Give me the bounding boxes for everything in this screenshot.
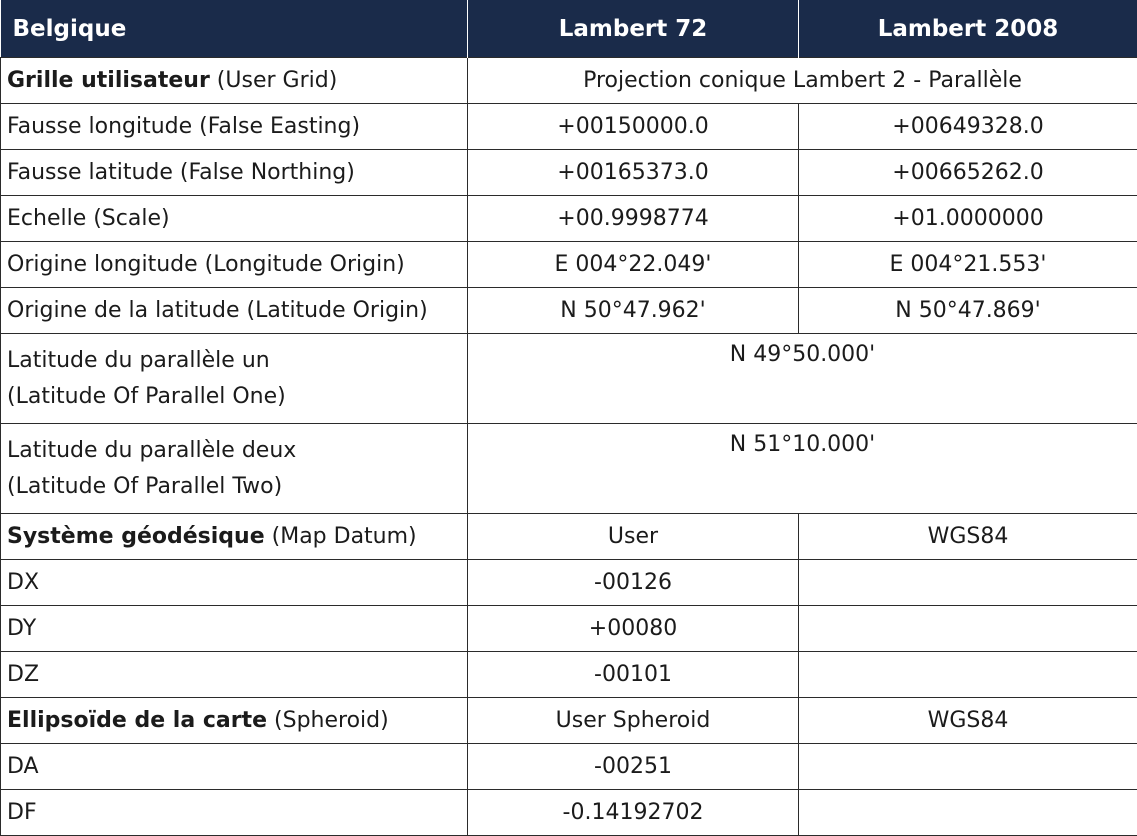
table-row-longitude-origin (1, 242, 1137, 288)
row-label: Origine de la latitude (Latitude Origin) (1, 288, 468, 334)
lambert-72-value: +00080 (468, 606, 799, 652)
header-lambert-72: Lambert 72 (468, 0, 799, 58)
row-label-suffix: (User Grid) (210, 68, 337, 93)
projection-value: Projection conique Lambert 2 - Parallèle (468, 58, 1137, 104)
row-label: DA (1, 744, 468, 790)
row-label-bold: Système géodésique (7, 524, 265, 549)
table-row-latitude-origin (1, 288, 1137, 334)
table-row-dz (1, 652, 1137, 698)
lambert-72-value: -00251 (468, 744, 799, 790)
lambert-2008-value (799, 744, 1137, 790)
table-row-false-northing (1, 150, 1137, 196)
row-label-bold: Ellipsoïde de la carte (7, 708, 267, 733)
table-row-dx (1, 560, 1137, 606)
header-country: Belgique (1, 0, 468, 58)
table-row-dy (1, 606, 1137, 652)
parallel-one-value: N 49°50.000' (468, 334, 1137, 424)
lambert-2008-value: WGS84 (799, 698, 1137, 744)
parallel-two-value: N 51°10.000' (468, 424, 1137, 514)
lambert-2008-value: N 50°47.869' (799, 288, 1137, 334)
row-label: DX (1, 560, 468, 606)
lambert-2008-value (799, 560, 1137, 606)
row-label: Echelle (Scale) (1, 196, 468, 242)
row-label-bold: Grille utilisateur (7, 68, 210, 93)
row-label: Origine longitude (Longitude Origin) (1, 242, 468, 288)
table-header (1, 0, 1137, 58)
lambert-72-value: +00150000.0 (468, 104, 799, 150)
row-label (1, 698, 468, 744)
lambert-2008-value (799, 790, 1137, 836)
row-label-suffix: (Map Datum) (265, 524, 417, 549)
lambert-72-value: -00126 (468, 560, 799, 606)
row-label-line2: (Latitude Of Parallel One) (7, 384, 286, 409)
lambert-2008-value: +01.0000000 (799, 196, 1137, 242)
table-row-df (1, 790, 1137, 836)
lambert-72-value: N 50°47.962' (468, 288, 799, 334)
row-label (1, 334, 468, 424)
header-row (1, 0, 1137, 58)
lambert-2008-value: E 004°21.553' (799, 242, 1137, 288)
lambert-2008-value: WGS84 (799, 514, 1137, 560)
lambert-2008-value (799, 606, 1137, 652)
table-row-spheroid (1, 698, 1137, 744)
row-label (1, 424, 468, 514)
lambert-72-value: +00.9998774 (468, 196, 799, 242)
table-row-da (1, 744, 1137, 790)
row-label-line2: (Latitude Of Parallel Two) (7, 474, 282, 499)
table-row-false-easting (1, 104, 1137, 150)
table-row-map-datum (1, 514, 1137, 560)
row-label-line1: Latitude du parallèle deux (7, 438, 296, 463)
row-label: DY (1, 606, 468, 652)
lambert-72-value: User Spheroid (468, 698, 799, 744)
row-label-suffix: (Spheroid) (267, 708, 389, 733)
row-label: Fausse latitude (False Northing) (1, 150, 468, 196)
table-row-parallel-one (1, 334, 1137, 424)
row-label: DF (1, 790, 468, 836)
table-row-user-grid (1, 58, 1137, 104)
row-label-line1: Latitude du parallèle un (7, 348, 270, 373)
lambert-72-value: +00165373.0 (468, 150, 799, 196)
lambert-72-value: -0.14192702 (468, 790, 799, 836)
table-row-parallel-two (1, 424, 1137, 514)
table-row-scale (1, 196, 1137, 242)
lambert-72-value: User (468, 514, 799, 560)
header-lambert-2008: Lambert 2008 (799, 0, 1137, 58)
lambert-2008-value: +00665262.0 (799, 150, 1137, 196)
row-label (1, 58, 468, 104)
lambert-72-value: -00101 (468, 652, 799, 698)
lambert-2008-value (799, 652, 1137, 698)
lambert-2008-value: +00649328.0 (799, 104, 1137, 150)
table-body (1, 58, 1137, 836)
row-label: DZ (1, 652, 468, 698)
row-label (1, 514, 468, 560)
row-label: Fausse longitude (False Easting) (1, 104, 468, 150)
lambert-72-value: E 004°22.049' (468, 242, 799, 288)
